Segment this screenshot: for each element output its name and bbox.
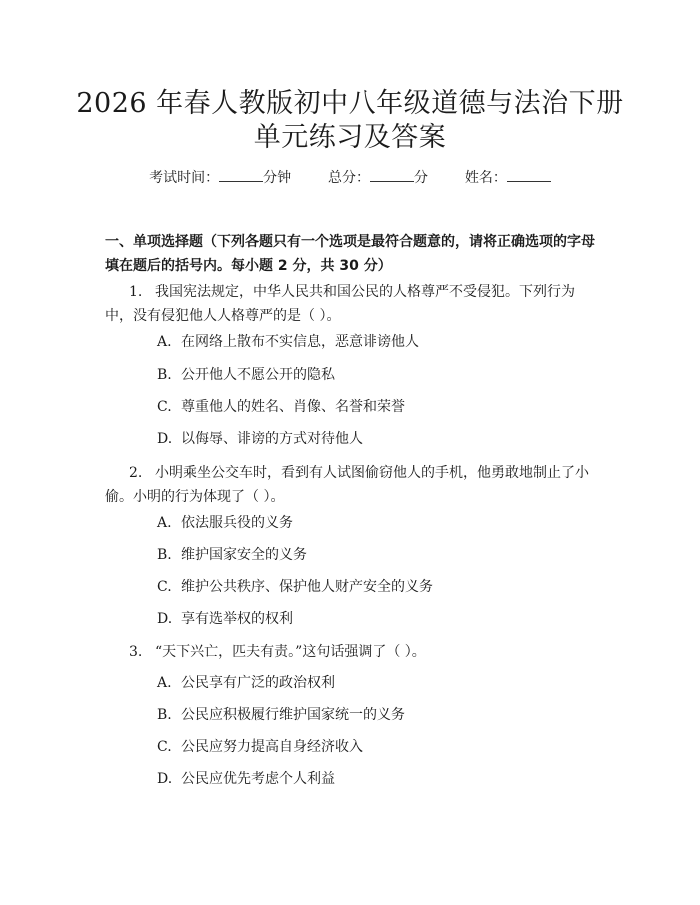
question-number: 1. bbox=[129, 284, 143, 300]
option-2a bbox=[157, 513, 293, 533]
option-text: 尊重他人的姓名、肖像、名誉和荣誉 bbox=[181, 399, 405, 415]
name-label: 姓名： bbox=[464, 170, 507, 186]
time-label: 考试时间： bbox=[149, 170, 220, 186]
question-number: 2. bbox=[129, 465, 143, 481]
time-blank bbox=[219, 167, 263, 182]
time-unit: 分钟 bbox=[263, 170, 292, 186]
option-text: 享有选举权的权利 bbox=[181, 611, 293, 627]
option-letter: B. bbox=[157, 707, 172, 723]
question-1 bbox=[105, 280, 600, 328]
option-1a bbox=[157, 332, 419, 352]
question-text: 小明乘坐公交车时，看到有人试图偷窃他人的手机，他勇敢地制止了小偷。小明的行为体现了（ ）。 bbox=[105, 465, 589, 505]
question-text: “天下兴亡，匹夫有责。”这句话强调了（ ）。 bbox=[155, 644, 426, 660]
option-letter: B. bbox=[157, 547, 172, 563]
option-letter: D. bbox=[157, 771, 173, 787]
option-2c bbox=[157, 577, 433, 597]
option-letter: A. bbox=[157, 334, 172, 350]
score-unit: 分 bbox=[414, 170, 428, 186]
exam-meta bbox=[0, 167, 700, 188]
section-heading: 一、单项选择题（下列各题只有一个选项是最符合题意的，请将正确选项的字母填在题后的括号内。每小题 2 分，共 30 分） bbox=[105, 234, 595, 274]
option-3c bbox=[157, 737, 363, 757]
option-letter: A. bbox=[157, 675, 172, 691]
option-1c bbox=[157, 397, 405, 417]
question-text: 我国宪法规定，中华人民共和国公民的人格尊严不受侵犯。下列行为中，没有侵犯他人人格尊严的是（ ）。 bbox=[105, 284, 575, 324]
option-letter: C. bbox=[157, 399, 172, 415]
option-letter: B. bbox=[157, 367, 172, 383]
option-text: 公民应优先考虑个人利益 bbox=[181, 771, 335, 787]
question-2 bbox=[105, 461, 600, 509]
question-number: 3. bbox=[129, 644, 143, 660]
score-blank bbox=[370, 167, 414, 182]
option-text: 公民应努力提高自身经济收入 bbox=[181, 739, 363, 755]
option-text: 公开他人不愿公开的隐私 bbox=[181, 367, 335, 383]
page-title: 2026 年春人教版初中八年级道德与法治下册 bbox=[76, 88, 624, 119]
option-letter: A. bbox=[157, 515, 172, 531]
option-2d bbox=[157, 609, 293, 629]
option-letter: D. bbox=[157, 431, 173, 447]
question-3 bbox=[105, 640, 600, 664]
name-blank bbox=[507, 167, 551, 182]
option-letter: C. bbox=[157, 579, 172, 595]
option-text: 依法服兵役的义务 bbox=[181, 515, 293, 531]
option-letter: C. bbox=[157, 739, 172, 755]
option-text: 公民应积极履行维护国家统一的义务 bbox=[181, 707, 405, 723]
option-3a bbox=[157, 673, 335, 693]
option-letter: D. bbox=[157, 611, 173, 627]
option-text: 公民享有广泛的政治权利 bbox=[181, 675, 335, 691]
score-label: 总分： bbox=[328, 170, 370, 186]
option-2b bbox=[157, 545, 307, 565]
option-3d bbox=[157, 769, 335, 789]
option-text: 维护国家安全的义务 bbox=[181, 547, 307, 563]
option-1d bbox=[157, 429, 363, 449]
option-1b bbox=[157, 365, 335, 385]
page-subtitle: 单元练习及答案 bbox=[253, 122, 447, 153]
option-3b bbox=[157, 705, 405, 725]
option-text: 维护公共秩序、保护他人财产安全的义务 bbox=[181, 579, 433, 595]
option-text: 以侮辱、诽谤的方式对待他人 bbox=[181, 431, 363, 447]
option-text: 在网络上散布不实信息，恶意诽谤他人 bbox=[181, 334, 419, 350]
